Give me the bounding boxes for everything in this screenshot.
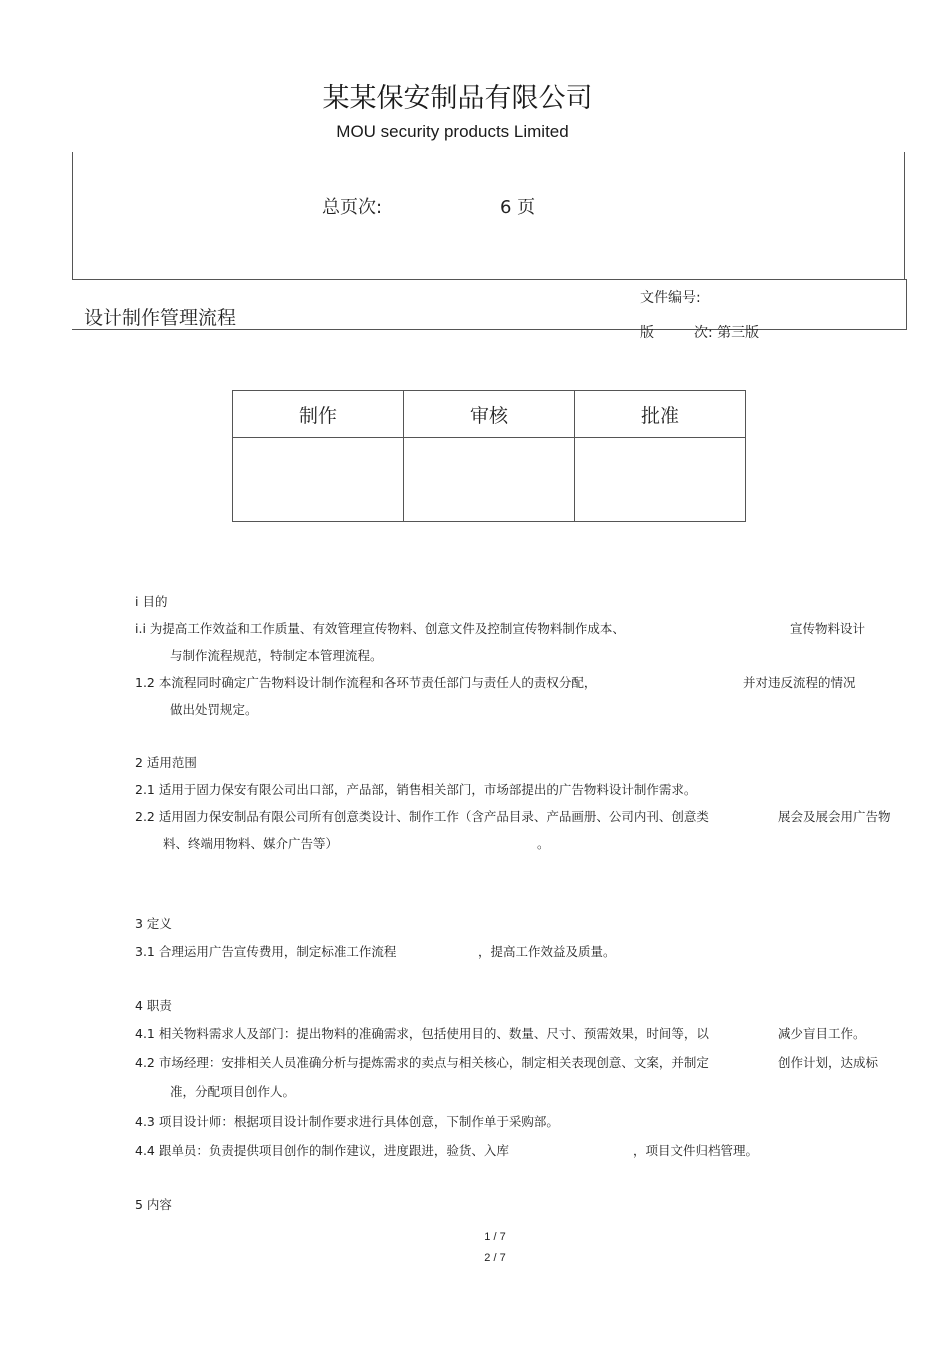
section-4-1-line-b: 减少盲目工作。 [778, 1026, 866, 1041]
section-2-1: 2.1 适用于固力保安有限公司出口部，产品部，销售相关部门，市场部提出的广告物料设计制作需求。 [135, 782, 697, 797]
approval-table-signature-row [233, 438, 746, 522]
document-number-label: 文件编号: [640, 290, 701, 306]
section-1-2-line-c: 做出处罚规定。 [170, 702, 258, 717]
section-4-4-line-a: 4.4 跟单员：负责提供项目创作的制作建议，进度跟进，验货、入库 [135, 1143, 509, 1158]
document-version [640, 322, 759, 342]
section-3-title: 3 定义 [135, 916, 172, 931]
section-4-3: 4.3 项目设计师：根据项目设计制作要求进行具体创意，下制作单于采购部。 [135, 1114, 559, 1129]
section-2-2-line-a: 2.2 适用固力保安制品有限公司所有创意类设计、制作工作（含产品目录、产品画册、公司内刊、创意类 [135, 809, 709, 824]
approval-cell-approve [575, 438, 746, 522]
section-2-2-line-c: 料、终端用物料、媒介广告等） [163, 836, 339, 851]
section-1-title: i 目的 [135, 594, 168, 609]
section-2-2-line-d: 。 [537, 836, 550, 851]
approval-header-approve: 批准 [575, 391, 746, 438]
approval-header-review: 审核 [404, 391, 575, 438]
section-4-2-line-b: 创作计划，达成标 [778, 1055, 879, 1070]
total-pages-label: 总页次: [322, 197, 383, 218]
section-1-2-line-b: 并对违反流程的情况 [743, 675, 856, 690]
approval-table [232, 390, 746, 522]
header-frame-right [904, 152, 905, 279]
company-name-en: MOU security products Limited [336, 122, 569, 141]
section-3-1-line-a: 3.1 合理运用广告宣传费用，制定标准工作流程 [135, 944, 397, 959]
section-1-2-line-a: 1.2 本流程同时确定广告物料设计制作流程和各环节责任部门与责任人的责权分配， [135, 675, 597, 690]
approval-header-make: 制作 [233, 391, 404, 438]
header-frame-left [72, 152, 73, 279]
header-frame-bottom [72, 279, 906, 280]
version-label-a: 版 [640, 325, 654, 341]
section-4-title: 4 职责 [135, 998, 172, 1013]
section-4-4-line-b: ，项目文件归档管理。 [633, 1143, 759, 1158]
section-1-1-line-a: i.i 为提高工作效益和工作质量、有效管理宣传物料、创意文件及控制宣传物料制作成本、 [135, 621, 625, 636]
approval-cell-review [404, 438, 575, 522]
section-2-2-line-b: 展会及展会用广告物 [778, 809, 891, 824]
page-number-1: 1 / 7 [484, 1231, 506, 1243]
section-4-2-line-a: 4.2 市场经理：安排相关人员准确分析与提炼需求的卖点与相关核心，制定相关表现创意、文案，并制定 [135, 1055, 709, 1070]
section-1-1-line-c: 与制作流程规范，特制定本管理流程。 [170, 648, 383, 663]
page-number-2: 2 / 7 [484, 1252, 506, 1264]
docinfo-frame-right [906, 279, 907, 329]
total-pages-value: 6 页 [500, 197, 536, 218]
section-3-1-line-b: ，提高工作效益及质量。 [478, 944, 616, 959]
version-label-b: 次: 第三版 [694, 325, 760, 341]
section-4-1-line-a: 4.1 相关物料需求人及部门：提出物料的准确需求，包括使用目的、数量、尺寸、预需效果，时间等，以 [135, 1026, 709, 1041]
company-name-cn: 某某保安制品有限公司 [322, 83, 593, 114]
document-title: 设计制作管理流程 [84, 307, 237, 329]
section-5-title: 5 内容 [135, 1197, 172, 1212]
section-1-1-line-b: 宣传物料设计 [790, 621, 866, 636]
approval-table-header-row [233, 391, 746, 438]
approval-cell-make [233, 438, 404, 522]
section-4-2-line-c: 准，分配项目创作人。 [170, 1084, 296, 1099]
section-2-title: 2 适用范围 [135, 755, 197, 770]
